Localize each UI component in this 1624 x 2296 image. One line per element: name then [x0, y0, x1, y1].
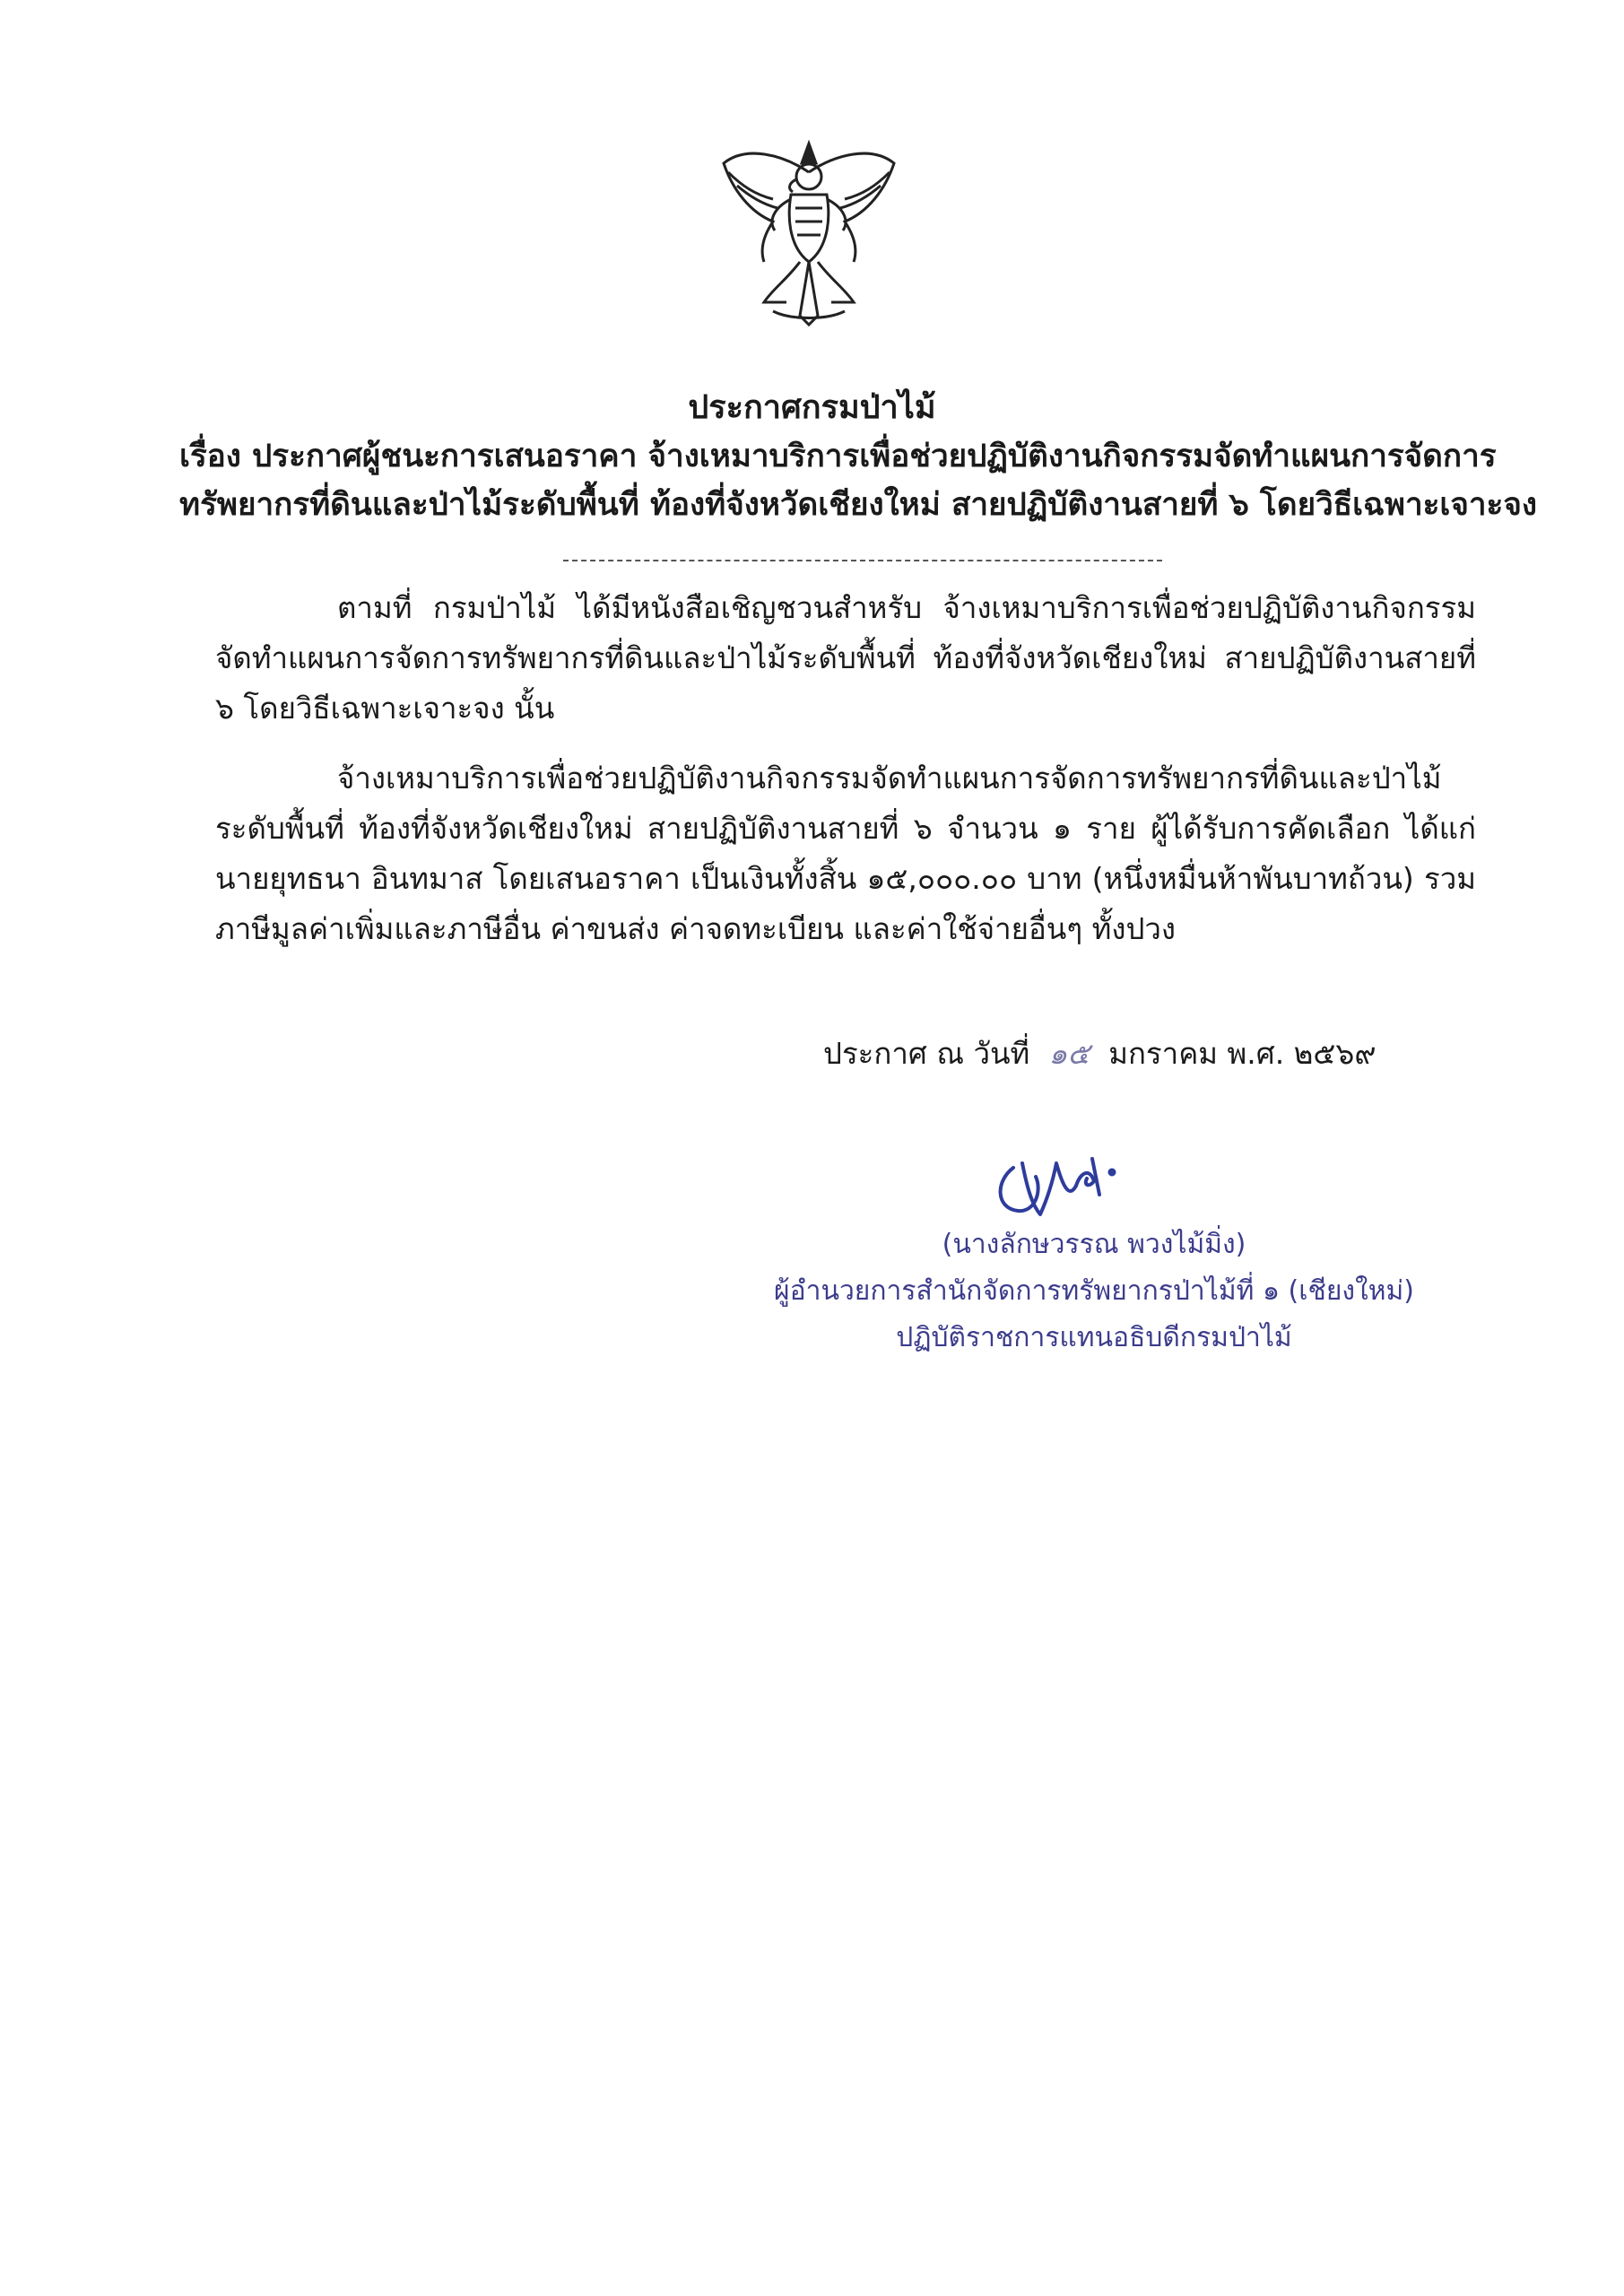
signer-position-1: ผู้อำนวยการสำนักจัดการทรัพยากรป่าไม้ที่ ๑ (เชียงใหม่)	[774, 1275, 1414, 1307]
date-month-year: มกราคม พ.ศ. ๒๕๖๙	[1108, 1036, 1376, 1071]
signer-position-2: ปฏิบัติราชการแทนอธิบดีกรมป่าไม้	[896, 1322, 1292, 1353]
paragraph-1: ตามที่ กรมป่าไม้ ได้มีหนังสือเชิญชวนสำหรับ จ้างเหมาบริการเพื่อช่วยปฏิบัติงานกิจกรรมจัดทำแผนการจัดการทรัพยากรที่ดินและป่าไม้ระดับพื้นที่ ท้องที่จังหวัดเชียงใหม่ สายปฏิบัติงานสายที่ ๖ โดยวิธีเฉพาะเจาะจง นั้น	[215, 590, 1476, 726]
handwritten-signature-icon	[986, 1132, 1130, 1231]
signer-block	[753, 1222, 1435, 1361]
title-block	[179, 384, 1537, 529]
signer-name: (นางลักษวรรณ พวงไม้มิ่ง)	[942, 1229, 1246, 1260]
paragraph-2: จ้างเหมาบริการเพื่อช่วยปฏิบัติงานกิจกรรมจัดทำแผนการจัดการทรัพยากรที่ดินและป่าไม้ระดับพื้นที่ ท้องที่จังหวัดเชียงใหม่ สายปฏิบัติงานสายที่ ๖ จำนวน ๑ ราย ผู้ได้รับการคัดเลือก ได้แก่ นายยุทธนา อินทมาส โดยเสนอราคา เป็นเงินทั้งสิ้น ๑๕,๐๐๐.๐๐ บาท (หนึ่งหมื่นห้าพันบาทถ้วน) รวมภาษีมูลค่าเพิ่มและภาษีอื่น ค่าขนส่ง ค่าจดทะเบียน และค่าใช้จ่ายอื่นๆ ทั้งปวง	[215, 761, 1476, 946]
garuda-emblem-icon	[710, 136, 908, 334]
date-prefix: ประกาศ ณ วันที่	[823, 1036, 1030, 1071]
subject-line-2: ทรัพยากรที่ดินและป่าไม้ระดับพื้นที่ ท้องที่จังหวัดเชียงใหม่ สายปฏิบัติงานสายที่ ๖ โดยวิธีเฉพาะเจาะจง	[179, 487, 1537, 523]
subject-line-1: เรื่อง ประกาศผู้ชนะการเสนอราคา จ้างเหมาบริการเพื่อช่วยปฏิบัติงานกิจกรรมจัดทำแผนการจัดการ	[179, 439, 1497, 474]
announcement-title: ประกาศกรมป่าไม้	[688, 389, 936, 426]
announcement-date	[823, 1030, 1376, 1077]
date-day: ๑๕	[1048, 1036, 1090, 1071]
body-text	[215, 583, 1476, 974]
separator-rule	[563, 560, 1162, 561]
